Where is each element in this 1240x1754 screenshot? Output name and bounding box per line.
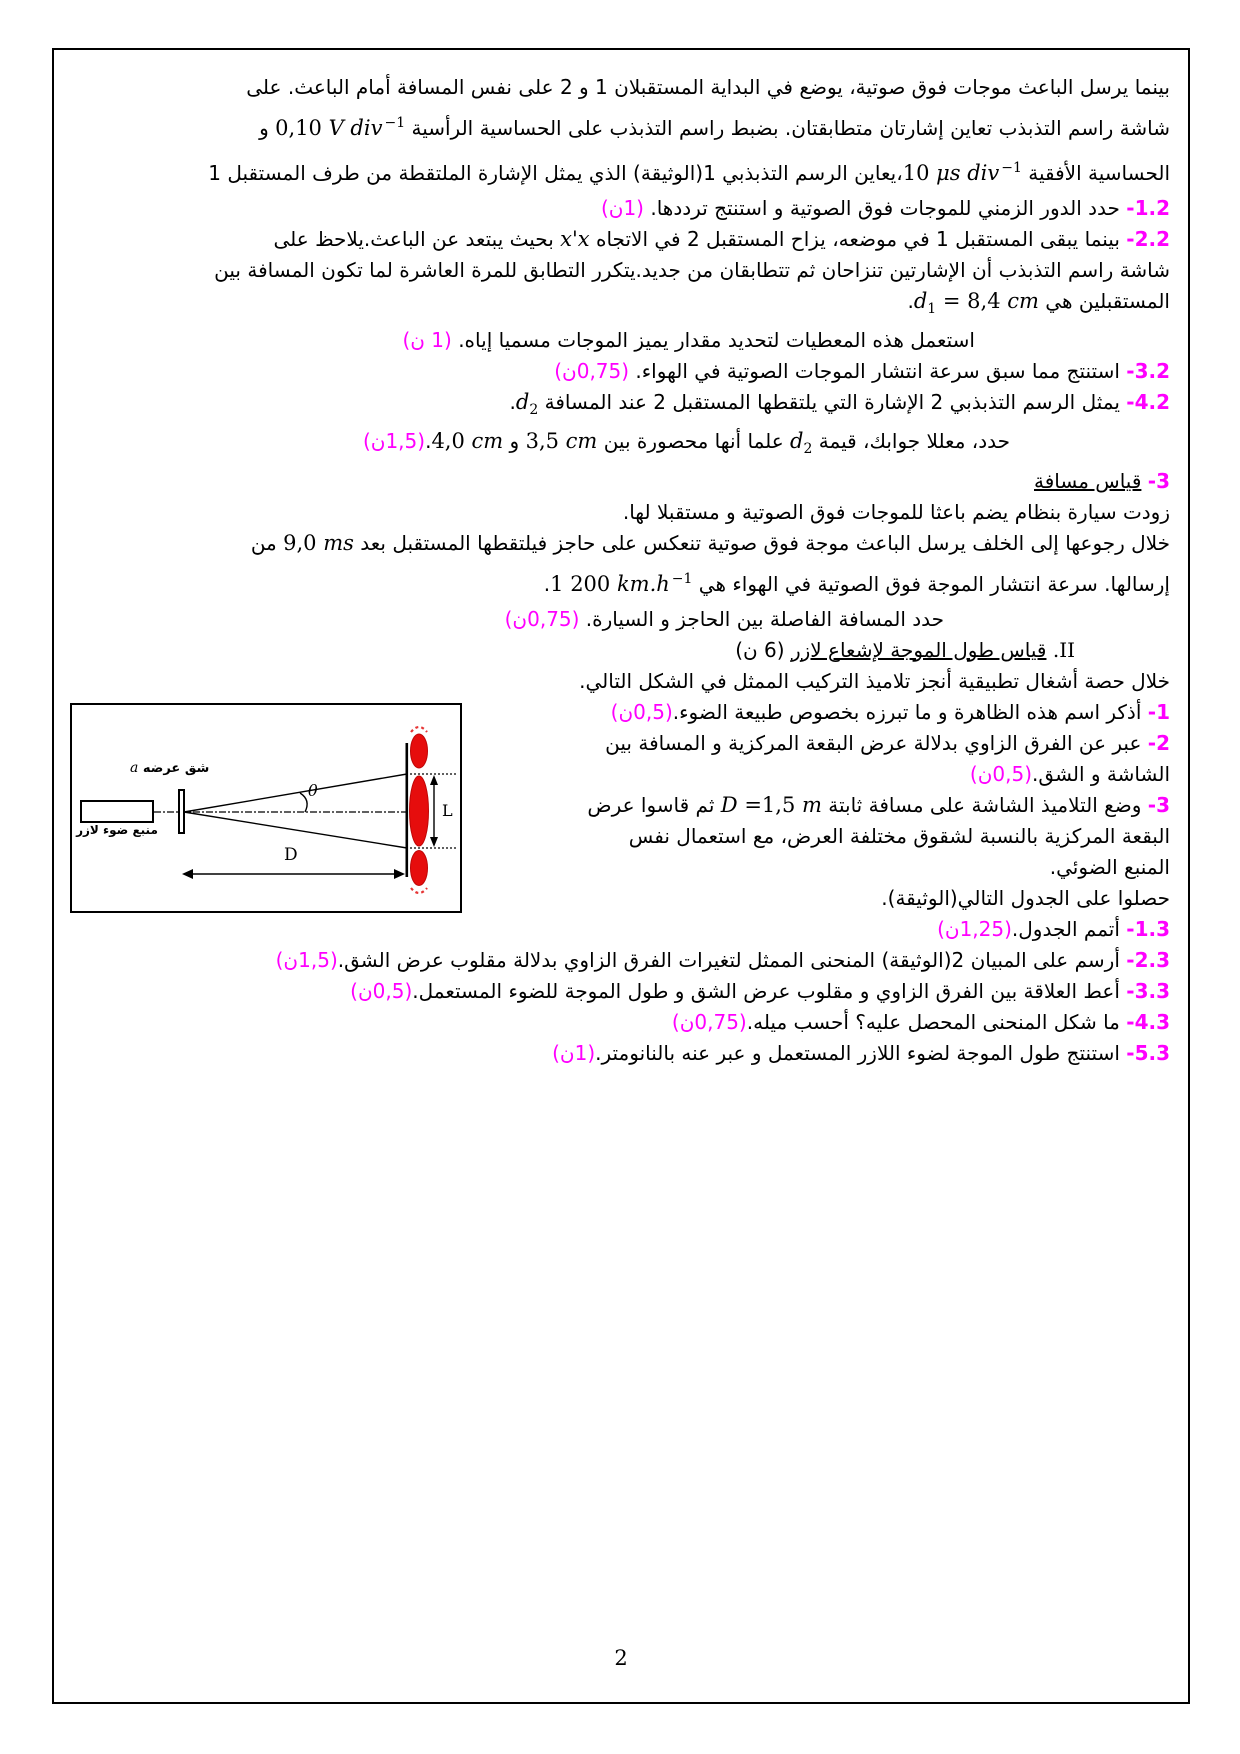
lower-ray-line (184, 812, 407, 848)
underlined-heading-text: قياس مسافة (1034, 468, 1142, 493)
text-segment: . (425, 429, 432, 454)
question-number: 3.2- (1126, 359, 1170, 384)
latin-numeral-text: II. (1052, 637, 1075, 662)
text-segment: إرسالها. سرعة انتشار الموجة فوق الصوتية في الهواء هي (692, 571, 1170, 596)
text-segment: حدد، معللا جوابك، قيمة (812, 429, 1010, 454)
text-segment: حدد المسافة الفاصلة بين الحاجز و السيارة. (579, 606, 944, 631)
text-segment: و (259, 116, 276, 140)
distance-arrowhead-left (182, 869, 193, 879)
intro-line-2 (72, 103, 1170, 148)
central-fringe-spot (410, 776, 429, 846)
document-body-part-1 (72, 72, 1170, 697)
question-number: 3- (1147, 792, 1170, 817)
text-segment: زودت سيارة بنظام يضم باعثا للموجات فوق الصوتية و مستقبلا لها. (622, 499, 1170, 524)
lower-fringe-spot (411, 850, 428, 885)
faint-fringe-mark-bottom (411, 888, 427, 893)
question-3-3 (72, 976, 1170, 1007)
text-segment: ثم قاسوا عرض (587, 792, 721, 817)
text-segment: حدد الدور الزمني للموجات فوق الصوتية و استنتج ترددها. (643, 196, 1127, 220)
question-1-3 (72, 914, 1170, 945)
intro-line-1 (72, 72, 1170, 103)
theta-angle-arc (300, 793, 307, 812)
text-segment: استعمل هذه المعطيات لتحديد مقدار يميز الموجات مسميا إياه. (451, 328, 975, 353)
math-expression: 1 200 km.h $^{-1}$ (550, 570, 693, 596)
math-expression: $d_2$ (515, 390, 539, 419)
text-segment: بحيث يبتعد عن الباعث.يلاحظ على (273, 227, 561, 251)
text-segment: . (543, 571, 551, 596)
text-segment: المستقبلين هي (1038, 289, 1170, 313)
question-number: 5.3- (1126, 1040, 1170, 1065)
central-width-symbol-label: L (442, 800, 453, 820)
underlined-heading-text: قياس طول الموجة لإشعاع لازر (790, 637, 1047, 662)
points-badge: (1,5ن) (362, 429, 426, 454)
document-body-part-2 (72, 697, 1170, 1069)
part-ii-intro (72, 666, 1170, 697)
part-ii-heading (72, 635, 1170, 666)
text-segment: أتمم الجدول. (1011, 916, 1127, 941)
section-3-line-1 (72, 497, 1170, 528)
question-4-2 (72, 387, 1170, 426)
theta-symbol-label: θ (308, 780, 318, 800)
faint-fringe-mark-top (411, 727, 427, 732)
text-segment: الشاشة و الشق. (1032, 761, 1170, 786)
slit-label-text: شق عرضه (142, 760, 210, 776)
text-segment: استنتج مما سبق سرعة انتشار الموجات الصوتية في الهواء. (629, 359, 1127, 384)
points-badge: (0,5ن) (969, 761, 1033, 786)
question-section-3 (72, 604, 1170, 635)
question-2-2 (72, 224, 1170, 255)
section-3-line-3 (72, 559, 1170, 604)
text-segment: وضع التلاميذ الشاشة على مسافة ثابتة (821, 792, 1148, 817)
points-badge: (0,5ن) (610, 699, 673, 724)
text-segment: استنتج طول الموجة لضوء اللازر المستعمل و عبر عنه بالنانومتر. (595, 1040, 1127, 1065)
intro-line-3 (72, 148, 1170, 193)
math-expression: x'x (560, 227, 590, 251)
question-number: 1.3- (1126, 916, 1170, 941)
text-segment: حصلوا على الجدول التالي(الوثيقة). (881, 885, 1170, 910)
central-width-arrowhead-top (430, 775, 438, 785)
question-2-2-cont-1 (72, 255, 1170, 286)
question-number: 2.2- (1126, 227, 1170, 251)
text-segment: الحساسية الأفقية (1021, 161, 1170, 185)
section-3-line-2 (72, 528, 1170, 559)
question-number: 1- (1147, 699, 1170, 724)
laser-source-box (80, 800, 154, 823)
question-number: 1.2- (1126, 196, 1170, 220)
math-expression: $d_1 = 8,4$ cm (913, 289, 1039, 318)
question-number: 2- (1147, 730, 1170, 755)
points-badge: (1,5ن) (275, 947, 338, 972)
question-number: 3.3- (1126, 978, 1170, 1003)
question-4-3 (72, 1007, 1170, 1038)
points-badge: (0,75ن) (554, 359, 630, 384)
text-segment: المنبع الضوئي. (1049, 854, 1170, 879)
points-badge: (0,5ن) (350, 978, 413, 1003)
points-badge: (0,75ن) (504, 606, 580, 631)
question-number: 2.3- (1126, 947, 1170, 972)
math-expression: 0,10 V div $^{-1}$ (275, 115, 406, 140)
distance-symbol-label: D (284, 844, 298, 865)
text-segment: بينما يرسل الباعث موجات فوق صوتية، يوضع في البداية المستقبلان 1 و 2 على نفس المسافة أمام الباعث. على (246, 75, 1170, 99)
page-number: 2 (614, 1646, 628, 1670)
points-badge: (1ن) (552, 1040, 596, 1065)
laser-source-label: منبع ضوء لازر (76, 822, 158, 837)
question-2-2-cont-2 (72, 286, 1170, 325)
text-segment: شاشة راسم التذبذب أن الإشارتين تنزاحان ثم تتطابقان من جديد.يتكرر التطابق للمرة العاشرة لما تكون المسافة بين (214, 258, 1170, 282)
text-segment: عبر عن الفرق الزاوي بدلالة عرض البقعة المركزية و المسافة بين (605, 730, 1148, 755)
points-badge: (1 ن) (402, 328, 452, 353)
text-segment: علما أنها محصورة بين (597, 429, 791, 454)
question-number: 4.3- (1126, 1009, 1170, 1034)
text-segment: و (503, 429, 526, 454)
points-badge: (1ن) (600, 196, 644, 220)
question-1-2 (72, 193, 1170, 224)
question-2-2-instruction (72, 325, 1170, 356)
math-expression: 4,0 cm (431, 429, 504, 454)
slit-width-variable: a (130, 759, 139, 776)
text-segment: البقعة المركزية بالنسبة لشقوق مختلفة العرض، مع استعمال نفس (628, 823, 1170, 848)
distance-arrowhead-right (394, 869, 405, 879)
diffraction-setup-figure (70, 703, 462, 913)
screen-line (406, 743, 409, 877)
page-border-frame (52, 48, 1190, 1704)
math-expression: D =1,5 m (720, 792, 822, 817)
question-4-2-instruction (72, 426, 1170, 465)
upper-fringe-spot (411, 734, 428, 768)
text-segment: من (250, 530, 284, 555)
text-segment: يمثل الرسم التذبذبي 2 الإشارة التي يلتقطها المستقبل 2 عند المسافة (538, 390, 1127, 415)
text-segment: ما شكل المنحنى المحصل عليه؟ أحسب ميله. (746, 1009, 1127, 1034)
points-badge: (0,75ن) (671, 1009, 747, 1034)
question-3-2 (72, 356, 1170, 387)
text-segment: أعط العلاقة بين الفرق الزاوي و مقلوب عرض الشق و طول الموجة للضوء المستعمل. (412, 978, 1127, 1003)
text-segment: . (509, 390, 516, 415)
slit-box (178, 789, 185, 834)
question-2-3 (72, 945, 1170, 976)
section-3-heading (72, 466, 1170, 497)
text-segment: أذكر اسم هذه الظاهرة و ما تبرزه بخصوص طبيعة الضوء. (672, 699, 1148, 724)
math-expression: 10 μs div $^{-1}$ (902, 160, 1022, 185)
points-badge: (1,25ن) (937, 916, 1012, 941)
math-expression: 3,5 cm (525, 429, 598, 454)
text-segment: خلال رجوعها إلى الخلف يرسل الباعث موجة فوق صوتية تنعكس على حاجز فيلتقطها المستقبل بعد (353, 530, 1170, 555)
question-5-3 (72, 1038, 1170, 1069)
text-segment: بينما يبقى المستقبل 1 في موضعه، يزاح المستقبل 2 في الاتجاه (589, 227, 1127, 251)
question-number: 3- (1147, 468, 1170, 493)
upper-ray-line (184, 774, 407, 812)
text-segment: شاشة راسم التذبذب تعاين إشارتان متطابقتان. بضبط راسم التذبذب على الحساسية الرأسية (405, 116, 1170, 140)
math-expression: $d_2$ (790, 429, 813, 458)
math-expression: 9,0 ms (283, 530, 354, 555)
text-segment: ،يعاين الرسم التذبذبي 1(الوثيقة) الذي يمثل الإشارة الملتقطة من طرف المستقبل 1 (208, 161, 903, 185)
central-width-arrowhead-bottom (430, 837, 438, 847)
question-number: 4.2- (1126, 390, 1170, 415)
text-segment: . (907, 289, 914, 313)
text-segment: (6 ن) (735, 637, 791, 662)
text-segment: أرسم على المبيان 2(الوثيقة) المنحنى الممثل لتغيرات الفرق الزاوي بدلالة مقلوب عرض الشق. (337, 947, 1127, 972)
text-segment: خلال حصة أشغال تطبيقية أنجز تلاميذ التركيب الممثل في الشكل التالي. (579, 668, 1170, 693)
slit-width-label (130, 760, 209, 776)
